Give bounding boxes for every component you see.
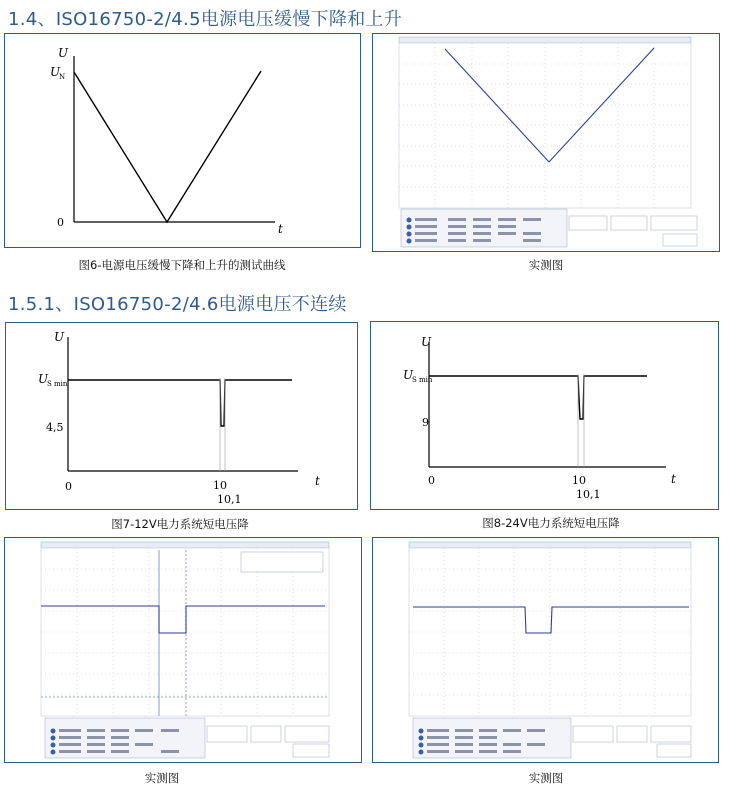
axis-label-t: t (278, 222, 283, 236)
figure-6-panel (4, 33, 361, 248)
fig8-axis-u: U (421, 335, 432, 349)
figure-6-caption: 图6-电源电压缓慢下降和上升的测试曲线 (78, 258, 286, 272)
figure-8-graph (371, 322, 717, 508)
figure-7-panel (5, 322, 358, 510)
fig7-axis-t: t (315, 474, 320, 488)
figure-8-panel (370, 321, 719, 510)
axis-origin: 0 (57, 216, 64, 229)
section-2-heading: 1.5.1、ISO16750-2/4.6电源电压不连续 (8, 294, 347, 315)
figure-8-caption: 图8-24V电力系统短电压降 (482, 516, 620, 530)
fig7-level-u: U (38, 372, 49, 386)
scope-screenshot-2 (5, 538, 360, 761)
scope-photo-2-panel (4, 537, 362, 763)
scope-screenshot-3 (373, 538, 717, 761)
fig7-tick-y: 4,5 (46, 421, 64, 434)
fig7-tick-10: 10 (213, 479, 227, 492)
fig8-tick-10-1: 10,1 (576, 488, 601, 501)
figure-6-graph (5, 34, 359, 246)
fig8-origin: 0 (428, 474, 435, 487)
fig7-origin: 0 (65, 480, 72, 493)
axis-label-un-sub: N (59, 73, 66, 81)
figure-7-caption: 图7-12V电力系统短电压降 (111, 517, 249, 531)
fig7-level-sub: S min (47, 380, 68, 388)
photo-1-caption: 实测图 (528, 258, 564, 272)
fig7-tick-10-1: 10,1 (217, 493, 242, 506)
fig8-level-u: U (403, 368, 414, 382)
section-1-heading: 1.4、ISO16750-2/4.5电源电压缓慢下降和上升 (8, 9, 403, 30)
axis-label-un: U (50, 65, 61, 79)
fig7-axis-u: U (54, 330, 65, 344)
fig8-tick-y: 9 (422, 416, 429, 429)
photo-2-caption: 实测图 (144, 771, 180, 785)
fig8-tick-10: 10 (572, 474, 586, 487)
figure-7-graph (6, 323, 356, 508)
fig8-level-sub: S min (412, 376, 433, 384)
scope-photo-1-panel (372, 33, 720, 252)
fig8-axis-t: t (671, 472, 676, 486)
photo-3-caption: 实测图 (528, 771, 564, 785)
axis-label-u: U (58, 46, 69, 60)
scope-photo-3-panel (372, 537, 719, 763)
scope-screenshot-1 (373, 34, 718, 250)
